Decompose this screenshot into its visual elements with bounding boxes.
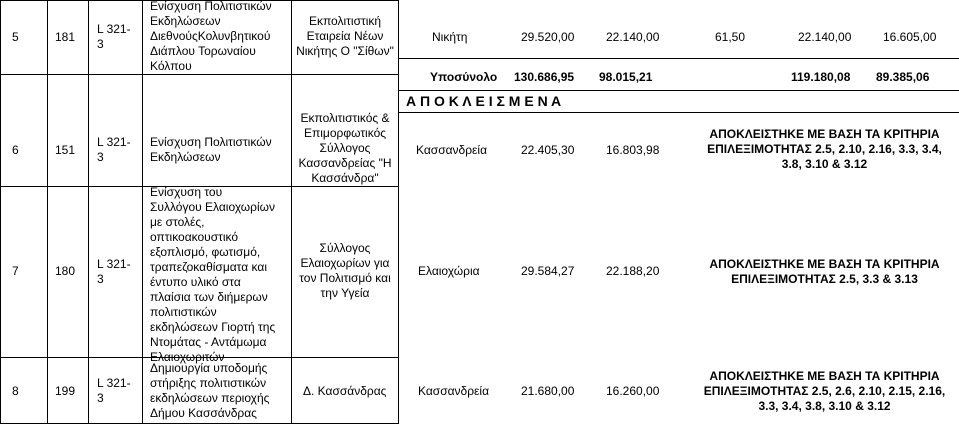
project-description: Ενίσχυση του Συλλόγου Ελαιοχωρίων με στολές, οπτικοακουστικό εξοπλισμό, φωτισμό, τραπεζοκαθίσματα και έντυπο υλικό στα πλαίσια των διήμερων πολιτιστικών εκδηλώσεων Γιορτή της Ντομάτας - Αντάμωμα Ελαιοχωριτών bbox=[150, 185, 276, 364]
amount-budget: 29.520,00 bbox=[521, 30, 575, 44]
project-description: Ενίσχυση Πολιτιστικών Εκδηλώσεων bbox=[150, 135, 272, 164]
excluded-heading: Α Π Ο Κ Λ Ε Ι Σ Μ Ε Ν Α bbox=[406, 93, 562, 109]
amount-eligible: 16.260,00 bbox=[606, 384, 660, 398]
grid-line bbox=[0, 0, 1, 424]
exclusion-note: ΑΠΟΚΛΕΙΣΤΗΚΕ ΜΕ ΒΑΣΗ ΤΑ ΚΡΙΤΗΡΙΑ ΕΠΙΛΕΞΙΜΟΤΗΤΑΣ 2.5, 2.10, 2.16, 3.3, 3.4, 3.8, 3.10 & 3.12 bbox=[707, 127, 942, 171]
amount-eligible: 22.188,20 bbox=[606, 264, 660, 278]
amount-budget: 29.584,27 bbox=[521, 264, 575, 278]
subtotal-budget: 130.686,95 bbox=[514, 70, 575, 84]
grid-line bbox=[398, 0, 399, 424]
location: Νικήτη bbox=[432, 30, 468, 44]
amount-budget: 22.405,30 bbox=[521, 143, 575, 157]
amount-budget: 21.680,00 bbox=[521, 384, 575, 398]
organization: Εκπολιτιστική Εταιρεία Νέων Νικήτης Ο "Σίθων" bbox=[296, 14, 394, 58]
subtotal-approved: 119.180,08 bbox=[791, 70, 851, 84]
project-description: Δημιουργία υποδομής στήριξης πολιτιστικών εκδηλώσεων περιοχής Δήμου Κασσάνδρας bbox=[150, 361, 270, 420]
amount-approved: 22.140,00 bbox=[798, 30, 852, 44]
grid-line bbox=[398, 90, 959, 91]
location: Ελαιοχώρια bbox=[418, 264, 480, 278]
municipality: Δ. Κασσάνδρας bbox=[303, 384, 387, 398]
score: 61,50 bbox=[715, 30, 746, 44]
grid-line bbox=[88, 0, 89, 424]
project-code: 180 bbox=[55, 264, 76, 278]
subtotal-label: Υποσύνολο bbox=[430, 70, 498, 84]
subtotal-funding: 89.385,06 bbox=[876, 70, 930, 84]
amount-eligible: 22.140,00 bbox=[606, 30, 660, 44]
project-code: 199 bbox=[55, 384, 76, 398]
organization: Σύλλογος Ελαιοχωρίων για τον Πολιτισμό και την Υγεία bbox=[299, 241, 391, 300]
grid-line bbox=[398, 112, 959, 113]
location: Κασσανδρεία bbox=[416, 143, 488, 157]
subtotal-eligible: 98.015,21 bbox=[599, 70, 653, 84]
law-reference: L 321- 3 bbox=[97, 376, 131, 405]
organization: Εκπολιτιστικός & Επιμορφωτικός Σύλλογος Κασσανδρείας "Η Κασσάνδρα" bbox=[298, 111, 392, 185]
law-reference: L 321- 3 bbox=[97, 257, 131, 286]
law-reference: L 321- 3 bbox=[97, 22, 131, 51]
law-reference: L 321- 3 bbox=[97, 135, 131, 164]
row-number: 5 bbox=[12, 30, 19, 44]
row-number: 8 bbox=[12, 384, 19, 398]
row-number: 6 bbox=[12, 143, 19, 157]
project-code: 181 bbox=[55, 30, 76, 44]
grid-line bbox=[0, 74, 398, 75]
row-number: 7 bbox=[12, 264, 19, 278]
project-code: 151 bbox=[55, 143, 76, 157]
exclusion-note: ΑΠΟΚΛΕΙΣΤΗΚΕ ΜΕ ΒΑΣΗ ΤΑ ΚΡΙΤΗΡΙΑ ΕΠΙΛΕΞΙΜΟΤΗΤΑΣ 2.5, 2.6, 2.10, 2.15, 2.16, 3.3, 3.4, 3.8, 3.10 & 3.12 bbox=[703, 369, 946, 413]
amount-eligible: 16.803,98 bbox=[606, 143, 660, 157]
grid-line bbox=[142, 0, 143, 424]
amount-funding: 16.605,00 bbox=[883, 30, 937, 44]
grid-line bbox=[291, 0, 292, 424]
grid-line bbox=[398, 58, 959, 59]
grid-line bbox=[47, 0, 48, 424]
location: Κασσανδρεία bbox=[418, 384, 490, 398]
exclusion-note: ΑΠΟΚΛΕΙΣΤΗΚΕ ΜΕ ΒΑΣΗ ΤΑ ΚΡΙΤΗΡΙΑ ΕΠΙΛΕΞΙΜΟΤΗΤΑΣ 2.5, 3.3 & 3.13 bbox=[709, 257, 940, 286]
project-description: Ενίσχυση Πολιτιστικών Εκδηλώσεων ΔιεθνούςΚολυνβητικού Διάπλου Τορωναίου Κόλπου bbox=[150, 0, 272, 73]
